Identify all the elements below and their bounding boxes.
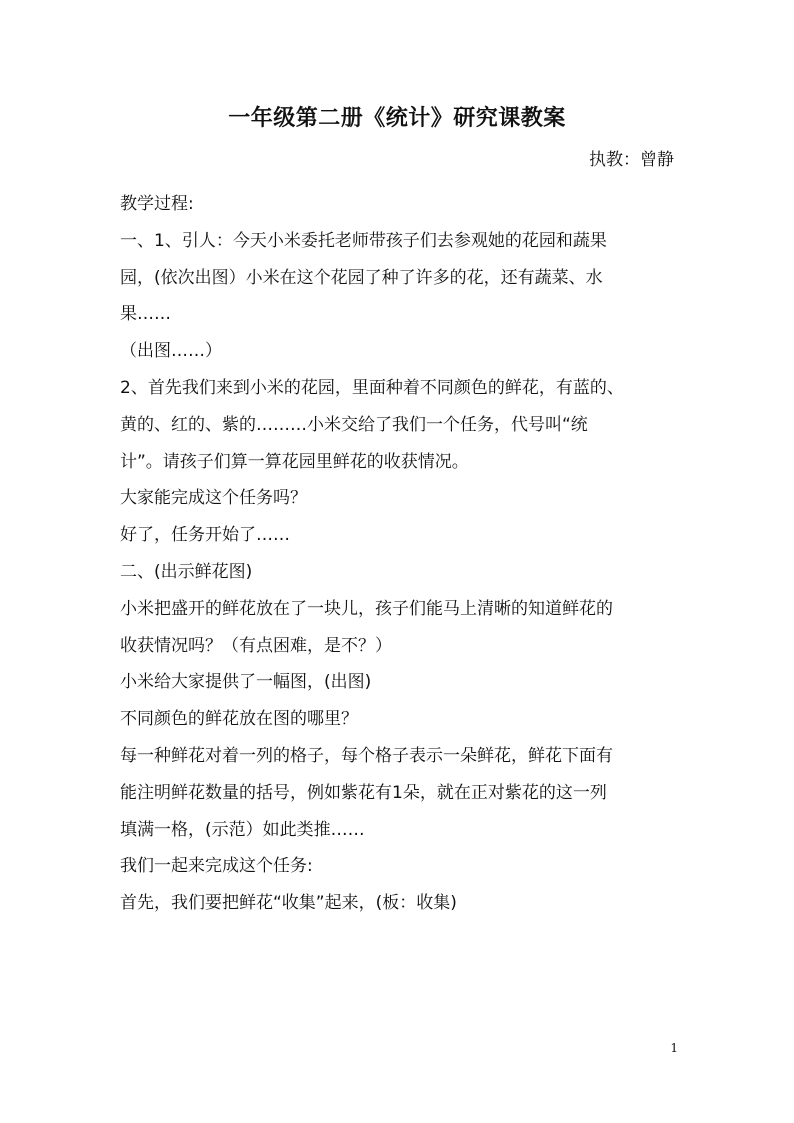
page-title: 一年级第二册《统计》研究课教案 [228,105,566,131]
lesson-body [120,186,680,922]
text-line: 二、(出示鲜花图) [120,561,253,582]
text-line: 果…… [120,304,171,325]
text-line: 计”。请孩子们算一算花园里鲜花的收获情况。 [120,451,469,472]
text-line: 大家能完成这个任务吗？ [120,488,307,509]
text-line: 2、首先我们来到小米的花园，里面种着不同颜色的鲜花，有蓝的、 [120,377,624,398]
text-line: 教学过程: [120,194,194,214]
text-line: 填满一格，(示范）如此类推…… [120,819,365,840]
text-line: 小米把盛开的鲜花放在了一块儿，孩子们能马上清晰的知道鲜花的 [120,598,613,619]
text-line: 能注明鲜花数量的括号，例如紫花有1朵，就在正对紫花的这一列 [120,782,607,803]
text-line: 每一种鲜花对着一列的格子，每个格子表示一朵鲜花，鲜花下面有 [120,745,613,766]
text-line: 收获情况吗？（有点困难，是不？） [120,635,392,656]
text-line: （出图……） [120,341,222,362]
text-line: 黄的、红的、紫的………小米交给了我们一个任务，代号叫“统 [120,414,588,435]
text-line: 小米给大家提供了一幅图，(出图) [120,672,372,693]
text-line: 园，(依次出图）小米在这个花园了种了许多的花，还有蔬菜、水 [120,267,603,288]
text-line: 好了，任务开始了…… [120,525,290,546]
text-line: 一、1、引人：今天小米委托老师带孩子们去参观她的花园和蔬果 [120,230,607,251]
text-line: 不同颜色的鲜花放在图的哪里？ [120,709,358,730]
text-line: 我们一起来完成这个任务: [120,856,313,877]
page-number: 1 [670,1041,678,1055]
text-line: 首先，我们要把鲜花“收集”起来，(板：收集) [120,893,457,914]
author-line: 执教：曾静 [589,150,674,170]
